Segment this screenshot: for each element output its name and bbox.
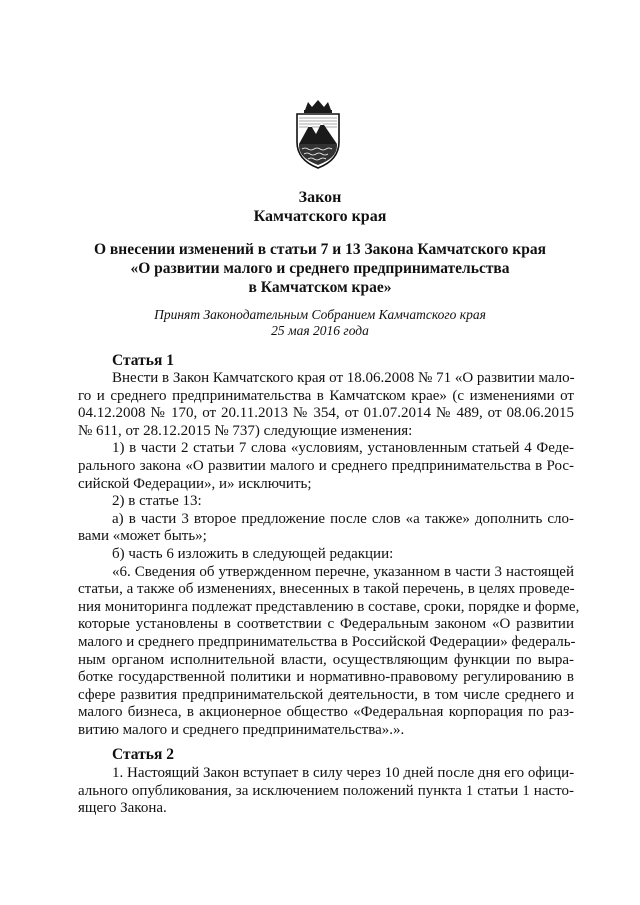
paragraph-line: ального опубликования, за исключением положений пункта 1 статьи 1 насто- [78,782,574,799]
paragraph-line: вами «может быть»; [78,528,207,545]
paragraph-line: сфере развития предпринимательской деятельности, в том числе среднего и [78,686,574,703]
law-region: Камчатского края [253,208,387,225]
paragraph-line: ботке государственной политики и нормативно-правовому регулированию в [78,669,574,686]
article-2-heading: Статья 2 [112,746,174,763]
paragraph-line: Внести в Закон Камчатского края от 18.06.2008 № 71 «О развитии мало- [112,370,575,386]
article-1-heading: Статья 1 [112,352,174,369]
law-subject [60,240,580,297]
paragraph-line: рального закона «О развитии малого и среднего предпринимательства в Рос- [78,457,574,474]
paragraph-line: 2) в статье 13: [112,493,202,510]
paragraph-line: ящего Закона. [78,800,167,817]
paragraph-line: 04.12.2008 № 170, от 20.11.2013 № 354, от 01.07.2014 № 489, от 08.06.2015 [78,405,574,422]
adoption-line: Принят Законодательным Собранием Камчатского края [154,307,486,322]
paragraph-line: 1) в части 2 статьи 7 слова «условиям, установленным статьей 4 Феде- [112,440,574,457]
paragraph-line: 1. Настоящий Закон вступает в силу через 10 дней после дня его офици- [112,765,575,781]
law-title: Закон [298,189,342,206]
adoption-note [60,307,580,339]
article-1-body [78,370,580,739]
paragraph-line: «6. Сведения об утвержденном перечне, указанном в части 3 настоящей [112,563,574,580]
subject-line: О внесении изменений в статьи 7 и 13 Закона Камчатского края [94,241,546,258]
paragraph-line: а) в части 3 второе предложение после слов «а также» дополнить сло- [112,510,574,527]
kamchatka-coat-of-arms-icon [291,100,345,170]
paragraph-line: статьи, а также об изменениях, внесенных в такой перечень, в целях проведе- [78,581,575,598]
paragraph-line: которые установлены в соответствии с Федеральным законом «О развитии [78,616,574,633]
adoption-date: 25 мая 2016 года [271,323,369,338]
paragraph-line: б) часть 6 изложить в следующей редакции: [112,545,394,562]
paragraph-line: малого и среднего предпринимательства в Российской Федерации» федераль- [78,633,576,650]
paragraph-line: витию малого и среднего предпринимательства».». [78,721,405,738]
paragraph-line: № 611, от 28.12.2015 № 737) следующие изменения: [78,422,413,439]
article-2-body [78,765,574,818]
paragraph-line: ным органом исполнительной власти, осуществляющим функции по выра- [78,651,574,668]
subject-line: в Камчатском крае» [248,279,392,296]
paragraph-line: малого бизнеса, в акционерное общество «Федеральная корпорация по раз- [78,704,574,721]
paragraph-line: сийской Федерации», и» исключить; [78,475,312,492]
subject-line: «О развитии малого и среднего предпринимательства [130,260,510,277]
paragraph-line: ния мониторинга подлежат представлению в составе, сроки, порядке и форме, [78,598,580,615]
paragraph-line: го и среднего предпринимательства в Камчатском крае» (с изменениями от [78,387,574,404]
